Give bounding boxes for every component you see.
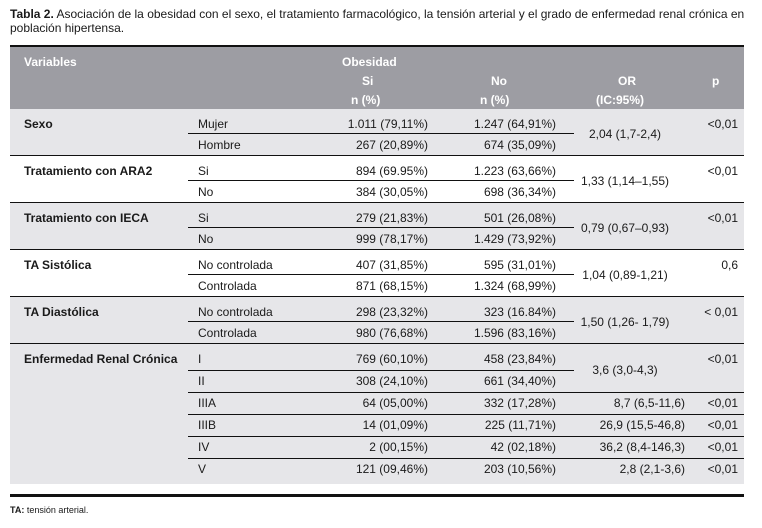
row-si: 2 (00,15%)	[369, 440, 428, 454]
row-label: IIIB	[198, 418, 217, 432]
group-or: 1,33 (1,14–1,55)	[580, 174, 670, 188]
table-group	[10, 297, 744, 344]
row-p: <0,01	[707, 440, 738, 454]
row-no: 698 (36,34%)	[483, 185, 556, 199]
row-no: 1.324 (68,99%)	[473, 279, 556, 293]
row-si: 384 (30,05%)	[355, 185, 428, 199]
table-group	[10, 203, 744, 250]
row-or: 8,7 (6,5-11,6)	[613, 396, 685, 410]
row-label: V	[198, 462, 207, 476]
table-header	[10, 47, 744, 109]
row-label: Controlada	[198, 279, 257, 293]
row-no: 225 (11,71%)	[484, 418, 556, 432]
row-p: <0,01	[707, 418, 738, 432]
row-or: 26,9 (15,5-46,8)	[599, 418, 685, 432]
group-name: TA Sistólica	[24, 258, 92, 272]
row-p: <0,01	[707, 462, 738, 476]
row-label: Controlada	[198, 326, 257, 340]
table-group	[10, 109, 744, 156]
header-si-unit: n (%)	[351, 93, 381, 107]
table-group-erc	[10, 344, 744, 484]
row-label: II	[198, 374, 205, 388]
row-si: 769 (60,10%)	[355, 352, 428, 366]
row-divider	[188, 458, 744, 459]
row-si: 407 (31,85%)	[355, 258, 428, 272]
row-no: 1.429 (73,92%)	[473, 232, 556, 246]
header-si: Si	[362, 74, 374, 88]
row-si: 298 (23,32%)	[355, 305, 428, 319]
group-name: Tratamiento con IECA	[24, 211, 149, 225]
footnote-label: TA:	[10, 505, 25, 515]
group-p: < 0,01	[704, 305, 738, 319]
footnote	[10, 505, 88, 515]
row-no: 1.247 (64,91%)	[473, 117, 556, 131]
header-or: OR	[618, 74, 636, 88]
row-no: 203 (10,56%)	[483, 462, 556, 476]
group-name: Sexo	[24, 117, 53, 131]
row-or: 36,2 (8,4-146,3)	[599, 440, 685, 454]
row-no: 661 (34,40%)	[483, 374, 556, 388]
merged-p: <0,01	[707, 352, 738, 366]
row-divider	[188, 180, 574, 181]
caption-text: Asociación de la obesidad con el sexo, el tratamiento farmacológico, la tensión arterial y el grado de enfermedad renal crónica en población hipertensa.	[10, 7, 745, 35]
row-si: 14 (01,09%)	[362, 418, 428, 432]
row-no: 501 (26,08%)	[483, 211, 556, 225]
row-or: 2,8 (2,1-3,6)	[619, 462, 685, 476]
caption-label: Tabla 2.	[10, 7, 54, 21]
row-label: Mujer	[198, 117, 229, 131]
merged-or: 3,6 (3,0-4,3)	[592, 363, 658, 377]
header-variables: Variables	[24, 55, 77, 69]
row-si: 267 (20,89%)	[355, 138, 428, 152]
row-si: 999 (78,17%)	[355, 232, 428, 246]
header-no-unit: n (%)	[480, 93, 510, 107]
row-label: No controlada	[198, 305, 273, 319]
row-si: 121 (09,46%)	[355, 462, 428, 476]
row-si: 980 (76,68%)	[355, 326, 428, 340]
row-divider	[188, 321, 574, 322]
row-no: 323 (16.84%)	[483, 305, 556, 319]
row-no: 42 (02,18%)	[490, 440, 556, 454]
row-label: I	[198, 352, 202, 366]
row-no: 1.596 (83,16%)	[473, 326, 556, 340]
group-or: 1,50 (1,26- 1,79)	[580, 315, 670, 329]
header-no: No	[491, 74, 507, 88]
row-divider	[188, 370, 574, 371]
row-label: No	[198, 232, 214, 246]
row-si: 64 (05,00%)	[362, 396, 428, 410]
bottom-rule	[10, 494, 744, 497]
group-p: <0,01	[707, 164, 738, 178]
row-divider	[188, 227, 574, 228]
row-no: 458 (23,84%)	[483, 352, 556, 366]
row-label: No controlada	[198, 258, 273, 272]
row-no: 595 (31,01%)	[483, 258, 556, 272]
row-divider	[188, 274, 574, 275]
row-label: No	[198, 185, 214, 199]
row-divider	[188, 392, 744, 393]
row-label: Si	[198, 164, 209, 178]
table-group	[10, 250, 744, 297]
group-name: Enfermedad Renal Crónica	[24, 352, 178, 366]
row-no: 1.223 (63,66%)	[473, 164, 556, 178]
row-no: 332 (17,28%)	[483, 396, 556, 410]
group-p: 0,6	[721, 258, 738, 272]
footnote-text: tensión arterial.	[24, 505, 89, 515]
table-group	[10, 156, 744, 203]
row-p: <0,01	[707, 396, 738, 410]
row-label: IIIA	[198, 396, 217, 410]
group-name: Tratamiento con ARA2	[24, 164, 153, 178]
row-label: Hombre	[198, 138, 241, 152]
row-si: 1.011 (79,11%)	[347, 117, 428, 131]
group-name: TA Diastólica	[24, 305, 99, 319]
header-p: p	[712, 74, 720, 88]
row-si: 279 (21,83%)	[355, 211, 428, 225]
row-si: 308 (24,10%)	[355, 374, 428, 388]
row-divider	[188, 414, 744, 415]
row-si: 871 (68,15%)	[355, 279, 428, 293]
group-or: 0,79 (0,67–0,93)	[580, 221, 670, 235]
table-caption	[10, 7, 755, 35]
row-divider	[188, 133, 574, 134]
group-or: 1,04 (0,89-1,21)	[582, 268, 668, 282]
row-no: 674 (35,09%)	[483, 138, 556, 152]
row-divider	[188, 436, 744, 437]
data-table	[10, 45, 744, 484]
group-or: 2,04 (1,7-2,4)	[588, 127, 662, 141]
group-p: <0,01	[707, 211, 738, 225]
row-si: 894 (69.95%)	[355, 164, 428, 178]
group-p: <0,01	[707, 117, 738, 131]
row-label: Si	[198, 211, 209, 225]
header-obesidad: Obesidad	[342, 55, 397, 69]
header-ic: (IC:95%)	[596, 93, 645, 107]
row-label: IV	[198, 440, 210, 454]
